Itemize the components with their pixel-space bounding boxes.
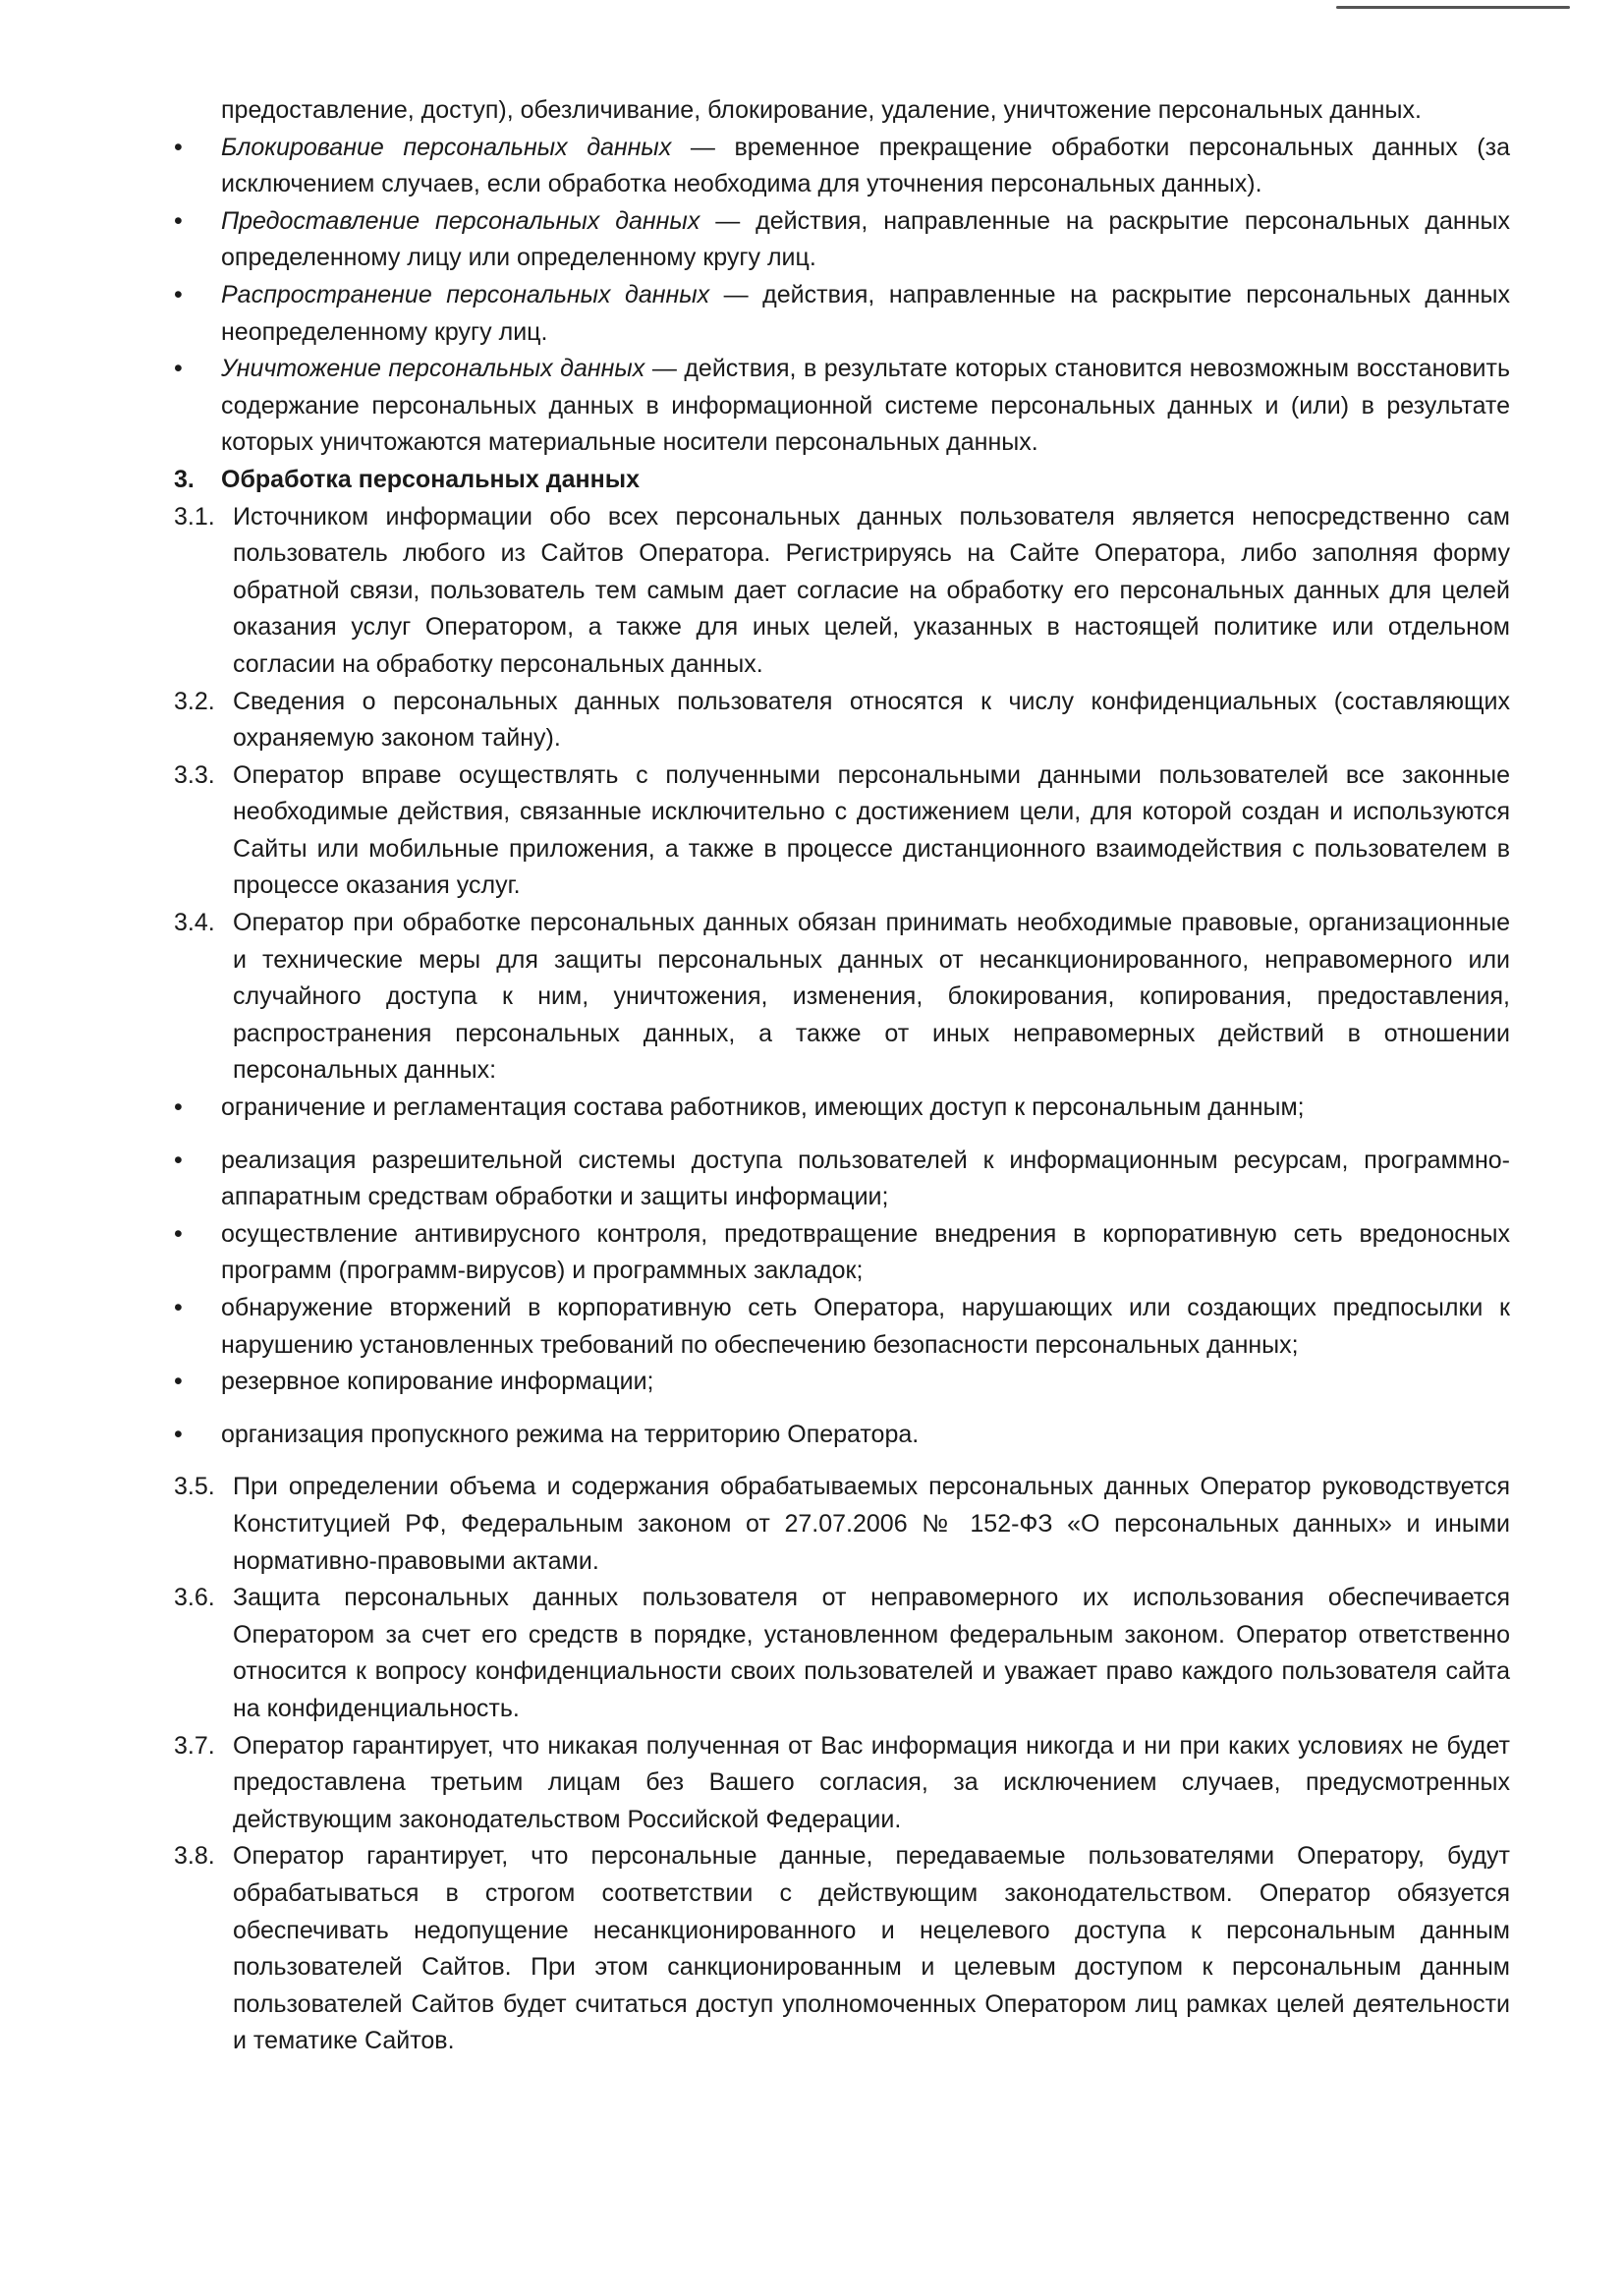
item-number: 3.5.	[174, 1473, 215, 1501]
measure-text: обнаружение вторжений в корпоративную сеть Оператора, нарушающих или создающих предпосылки к нарушению установленных требований по обеспечению безопасности персональных данных;	[221, 1294, 1510, 1359]
measure-text: резервное копирование информации;	[221, 1368, 654, 1396]
numbered-item	[174, 1580, 1510, 1727]
definition-text: — действия, направленные на раскрытие персональных данных неопределенному кругу лиц.	[221, 280, 1510, 346]
item-text: Оператор гарантирует, что персональные данные, передаваемые пользователями Оператору, будут обрабатываться в строгом соответствии с действующим законодательством. Оператор обязуется обеспечивать недопущение несанкционированного и нецелевого доступа к персональным данным пользователей Сайтов. При этом санкционированным и целевым доступом к персональным данным пользователей Сайтов будет считаться доступ уполномоченных Оператором лиц рамках целей деятельности и тематике Сайтов.	[233, 1842, 1510, 2055]
item-text: При определении объема и содержания обрабатываемых персональных данных Оператор руководствуется Конституцией РФ, Федеральным законом от 27.07.2006 № 152-ФЗ «О персональных данных» и иными нормативно-правовыми актами.	[233, 1473, 1510, 1575]
definition-term: Блокирование персональных данных	[221, 133, 672, 161]
bullet-icon: •	[174, 1294, 183, 1321]
item-number: 3.7.	[174, 1731, 215, 1760]
item-number: 3.6.	[174, 1584, 215, 1612]
numbered-item	[174, 1838, 1510, 2060]
item-text: Защита персональных данных пользователя от неправомерного их использования обеспечивается Оператором за счет его средств в порядке, установленном федеральным законом. Оператор ответственно относится к вопросу конфиденциальности своих пользователей и уважает право каждого пользователя сайта на конфиденциальность.	[233, 1584, 1510, 1722]
definition-text: — действия, в результате которых становится невозможным восстановить содержание персональных данных в информационной системе персональных данных и (или) в результате которых уничтожаются материальные носители персональных данных.	[221, 355, 1510, 457]
definition-item	[174, 277, 1510, 351]
section-heading	[174, 462, 1510, 499]
bullet-icon: •	[174, 133, 183, 161]
bullet-icon: •	[174, 1420, 183, 1448]
item-text: Источником информации обо всех персональных данных пользователя является непосредственно сам пользователь любого из Сайтов Оператора. Регистрируясь на Сайте Оператора, либо заполняя форму обратной связи, пользователь тем самым дает согласие на обработку его персональных данных для целей оказания услуг Оператором, а также для иных целей, указанных в настоящей политике или отдельном согласии на обработку персональных данных.	[233, 502, 1510, 678]
definitions-list	[174, 130, 1510, 462]
measure-item	[174, 1216, 1510, 1290]
measures-list	[174, 1090, 1510, 1453]
numbered-item	[174, 757, 1510, 905]
document-page	[174, 92, 1510, 2060]
measure-item	[174, 1143, 1510, 1216]
measure-item	[174, 1090, 1510, 1127]
definition-item	[174, 351, 1510, 462]
item-number: 3.3.	[174, 760, 215, 789]
bullet-icon: •	[174, 1093, 183, 1122]
definition-item	[174, 130, 1510, 203]
item-number: 3.4.	[174, 909, 215, 937]
bullet-icon: •	[174, 206, 183, 235]
bullet-icon: •	[174, 1368, 183, 1396]
intro-continuation: предоставление, доступ), обезличивание, блокирование, удаление, уничтожение персональных данных.	[221, 96, 1422, 124]
measure-text: осуществление антивирусного контроля, предотвращение внедрения в корпоративную сеть вредоносных программ (программ-вирусов) и программных закладок;	[221, 1219, 1510, 1285]
numbered-item	[174, 1728, 1510, 1839]
numbered-items-a	[174, 499, 1510, 1091]
bullet-icon: •	[174, 355, 183, 383]
definition-term: Предоставление персональных данных	[221, 206, 700, 235]
item-number: 3.2.	[174, 687, 215, 715]
numbered-item	[174, 684, 1510, 757]
measure-item	[174, 1364, 1510, 1401]
numbered-item	[174, 1469, 1510, 1580]
measure-item	[174, 1290, 1510, 1364]
measure-item	[174, 1417, 1510, 1454]
numbered-item	[174, 499, 1510, 684]
item-text: Оператор гарантирует, что никакая полученная от Вас информация никогда и ни при каких условиях не будет предоставлена третьим лицам без Вашего согласия, за исключением случаев, предусмотренных действующим законодательством Российской Федерации.	[233, 1731, 1510, 1833]
numbered-items-b	[174, 1469, 1510, 2060]
item-number: 3.1.	[174, 502, 215, 531]
definition-text: — действия, направленные на раскрытие персональных данных определенному лицу или определенному кругу лиц.	[221, 206, 1510, 272]
definition-term: Распространение персональных данных	[221, 280, 710, 308]
measure-text: реализация разрешительной системы доступа пользователей к информационным ресурсам, программно- аппаратным средствам обработки и защиты информации;	[221, 1146, 1510, 1211]
definition-text: — временное прекращение обработки персональных данных (за исключением случаев, если обработка необходима для уточнения персональных данных).	[221, 133, 1510, 198]
bullet-icon: •	[174, 1146, 183, 1174]
item-text: Оператор при обработке персональных данных обязан принимать необходимые правовые, организационные и технические меры для защиты персональных данных от несанкционированного, неправомерного или случайного доступа к ним, уничтожения, изменения, блокирования, копирования, предоставления, распространения персональных данных, а также от иных неправомерных действий в отношении персональных данных:	[233, 909, 1510, 1085]
numbered-item	[174, 905, 1510, 1090]
item-text: Сведения о персональных данных пользователя относятся к числу конфиденциальных (составляющих охраняемую законом тайну).	[233, 687, 1510, 753]
measure-text: организация пропускного режима на территорию Оператора.	[221, 1420, 920, 1448]
section-number: 3.	[174, 465, 195, 493]
measure-text: ограничение и регламентация состава работников, имеющих доступ к персональным данным;	[221, 1093, 1305, 1122]
section-title: Обработка персональных данных	[221, 465, 640, 493]
bullet-icon: •	[174, 1219, 183, 1248]
item-number: 3.8.	[174, 1842, 215, 1871]
definition-term: Уничтожение персональных данных	[221, 355, 645, 383]
item-text: Оператор вправе осуществлять с полученными персональными данными пользователей все законные необходимые действия, связанные исключительно с достижением цели, для которой создан и используются Сайты или мобильные приложения, а также в процессе дистанционного взаимодействия с пользователем в процессе оказания услуг.	[233, 760, 1510, 900]
definition-item	[174, 203, 1510, 277]
bullet-icon: •	[174, 280, 183, 308]
scan-edge-line	[1336, 6, 1570, 9]
